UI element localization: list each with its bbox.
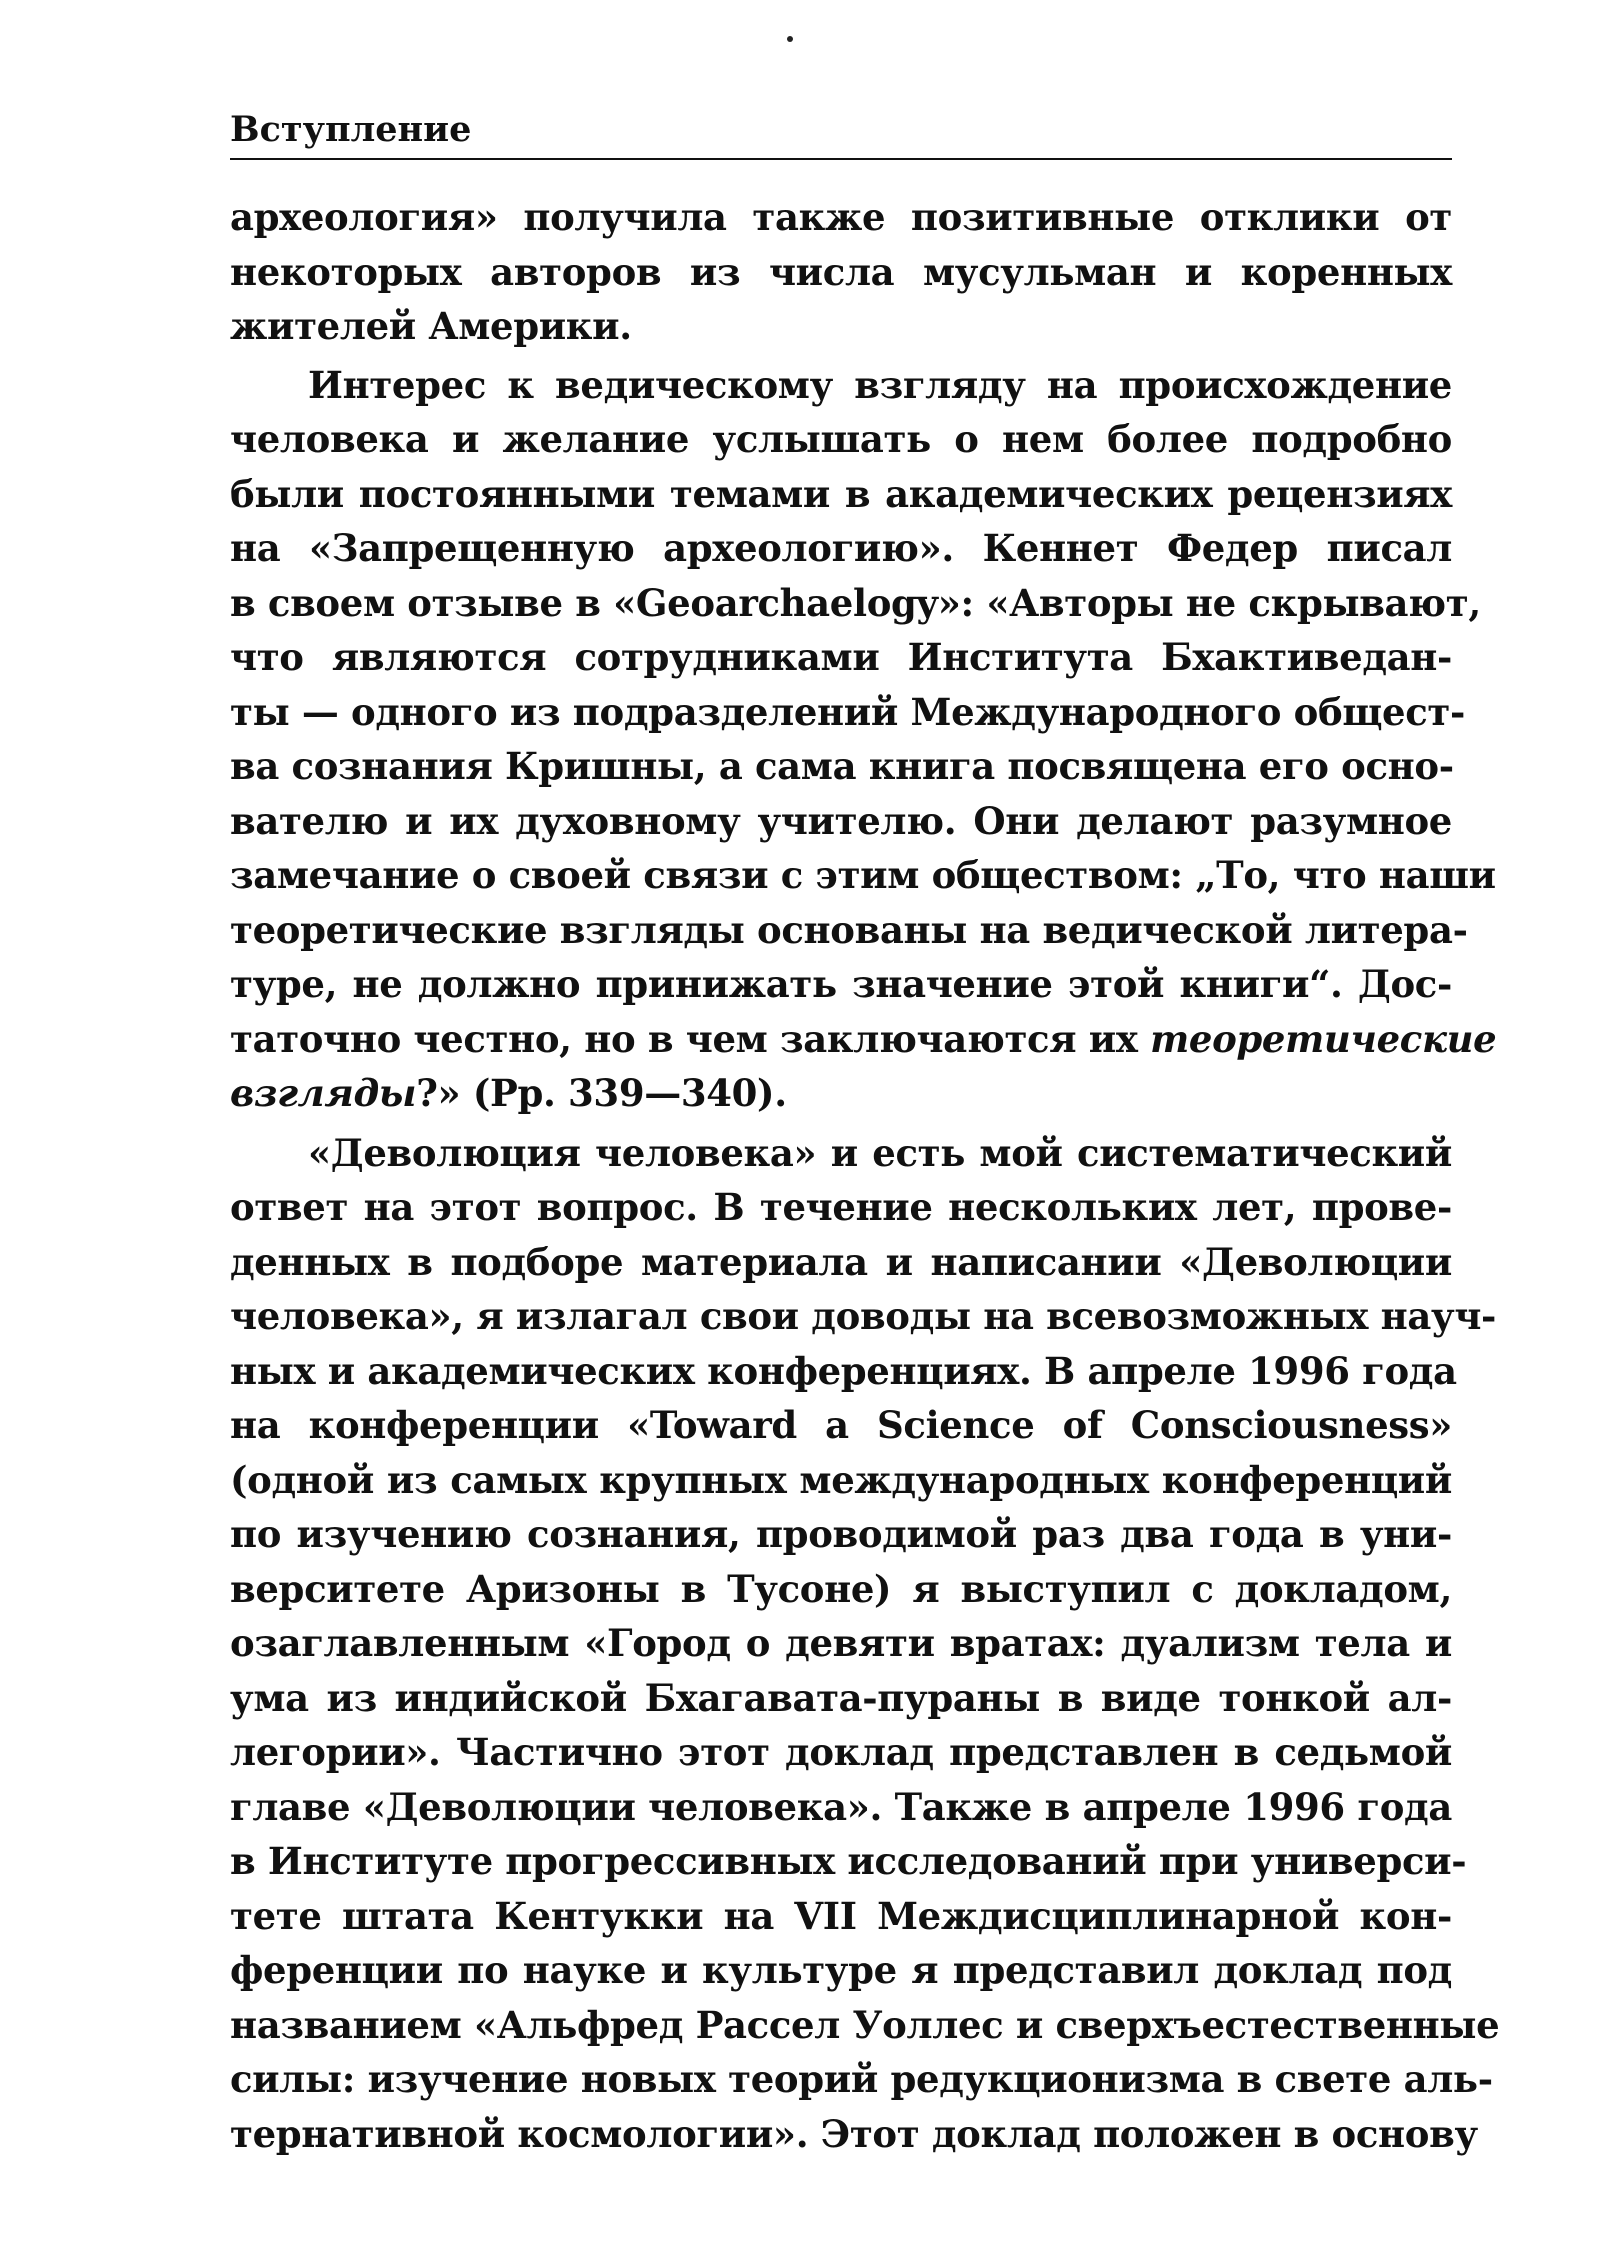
text-run: Интерес к ведическому взгляду на происхождение [308,362,1452,407]
text-run: человека», я излагал свои доводы на всевозможных науч- [230,1294,1497,1338]
text-run: жителей Америки. [230,304,632,348]
text-line [230,1453,1452,1508]
text-run: на «Запрещенную археологию». Кеннет Федер писал [230,526,1452,570]
text-run: озаглавленным «Город о девяти вратах: дуализм тела и [230,1621,1452,1665]
text-line [230,1012,1497,1067]
text-line [230,467,1452,522]
text-run: тернативной космологии». Этот доклад положен в основу [230,2111,1478,2156]
text-line [230,794,1452,849]
text-run: ?» (Pp. 339—340). [416,1071,787,1115]
text-run: замечание о своей связи с этим обществом: „То, что наши [230,853,1496,897]
text-run: тете штата Кентукки на VII Междисциплинарной кон- [230,1893,1452,1938]
text-line [230,1507,1452,1562]
text-line [230,1289,1497,1344]
text-line [230,299,1452,354]
text-line [230,1066,1452,1121]
text-line [230,1725,1452,1780]
text-run: верситете Аризоны в Тусоне) я выступил с докладом, [230,1566,1452,1611]
text-run: человека и желание услышать о нем более подробно [230,417,1452,461]
paragraph [230,190,1452,354]
text-run: ума из индийской Бхагавата-пураны в виде тонкой ал- [230,1675,1452,1720]
text-run: (одной из самых крупных международных конференций [230,1457,1452,1502]
paragraph [230,1126,1500,2162]
text-run: на конференции «Toward a Science of Consciousness» [230,1403,1452,1447]
text-run: главе «Деволюции человека». Также в апреле 1996 года [230,1784,1452,1829]
text-line [230,1671,1452,1726]
text-run: в Институте прогрессивных исследований при универси- [230,1839,1467,1883]
text-run: ных и академических конференциях. В апреле 1996 года [230,1348,1457,1393]
text-line [230,1180,1452,1235]
text-run: археология» получила также позитивные отклики от [230,195,1452,239]
text-line [230,1126,1452,1181]
text-line [230,1398,1452,1453]
text-run: таточно честно, но в чем заключаются их [230,1016,1151,1061]
text-line [230,2052,1493,2107]
text-run: названием «Альфред Рассел Уоллес и сверхъестественные [230,2002,1500,2047]
text-run: по изучению сознания, проводимой раз два года в уни- [230,1512,1452,1556]
text-run: ты — одного из подразделений Международного общест- [230,689,1465,734]
text-line [230,1235,1452,1290]
text-run: что являются сотрудниками Института Бхактиведан- [230,635,1452,679]
text-line [230,1943,1452,1998]
text-line [230,412,1452,467]
text-line [230,576,1481,631]
text-line [230,1562,1452,1617]
text-run: ференции по науке и культуре я представил доклад под [230,1948,1452,1992]
paragraph [230,358,1497,1121]
italic-text: взгляды [230,1071,417,1115]
text-run: денных в подборе материала и написании «Деволюции [230,1239,1452,1284]
text-line [230,685,1465,740]
text-run: в своем отзыве в «Geoarchaelogy»: «Авторы не скрывают, [230,580,1481,625]
text-line [230,358,1452,413]
text-line [230,630,1452,685]
text-run: теоретические взгляды основаны на ведической литера- [230,907,1468,952]
text-run: ва сознания Кришны, а сама книга посвящена его осно- [230,744,1454,788]
text-run: туре, не должно принижать значение этой книги“. Дос- [230,962,1452,1006]
text-run: были постоянными темами в академических рецензиях [230,471,1452,516]
text-line [230,848,1496,903]
running-head: Вступление [230,108,1452,160]
print-speck [787,36,793,42]
text-line [230,2107,1478,2162]
text-line [230,1344,1457,1399]
text-line [230,903,1468,958]
text-line [230,1889,1452,1944]
text-line [230,957,1452,1012]
italic-text: теоретические [1150,1016,1497,1061]
body-text [230,190,1500,2161]
text-line [230,1616,1452,1671]
text-line [230,1834,1467,1889]
text-run: некоторых авторов из числа мусульман и коренных [230,249,1452,294]
text-run: «Деволюция человека» и есть мой систематический [308,1130,1452,1175]
text-line [230,190,1452,245]
text-line [230,739,1452,794]
text-run: легории». Частично этот доклад представлен в седьмой [230,1730,1452,1774]
text-line [230,245,1452,300]
text-run: вателю и их духовному учителю. Они делают разумное [230,798,1452,843]
book-page [230,0,1500,2265]
text-line [230,1780,1452,1835]
text-line [230,1998,1500,2053]
text-run: силы: изучение новых теорий редукционизма в свете аль- [230,2057,1493,2101]
text-line [230,521,1452,576]
text-run: ответ на этот вопрос. В течение нескольких лет, прове- [230,1185,1452,1229]
